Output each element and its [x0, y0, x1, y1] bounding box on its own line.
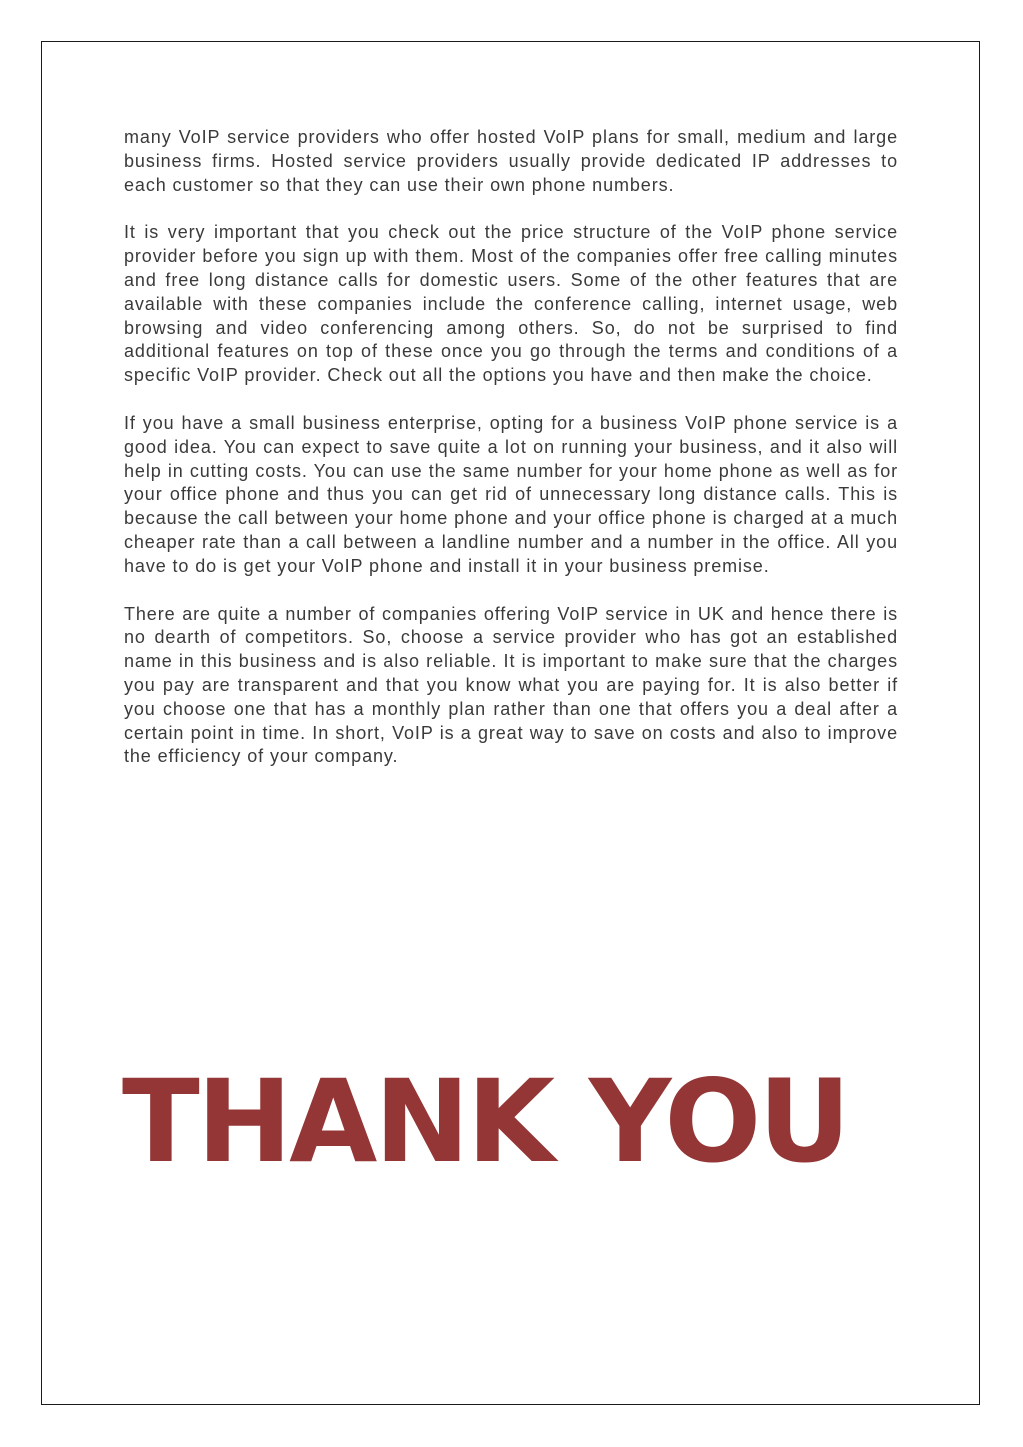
document-page [41, 41, 980, 1405]
paragraph-1: many VoIP service providers who offer hosted VoIP plans for small, medium and large business firms. Hosted service providers usually provide dedicated IP addresses to each customer so that they can use their own phone numbers. [124, 127, 898, 195]
document-body [124, 126, 898, 793]
paragraph-3: If you have a small business enterprise, opting for a business VoIP phone service is a good idea. You can expect to save quite a lot on running your business, and it also will help in cutting costs. You can use the same number for your home phone as well as for your office phone and thus you can get rid of unnecessary long distance calls. This is because the call between your home phone and your office phone is charged at a much cheaper rate than a call between a landline number and a number in the office. All you have to do is get your VoIP phone and install it in your business premise. [124, 412, 898, 576]
paragraph-2: It is very important that you check out the price structure of the VoIP phone service provider before you sign up with them. Most of the companies offer free calling minutes and free long distance calls for domestic users. Some of the other features that are available with these companies include the conference calling, internet usage, web browsing and video conferencing among others. So, do not be surprised to find additional features on top of these once you go through the terms and conditions of a specific VoIP provider. Check out all the options you have and then make the choice. [124, 222, 898, 386]
thank-you-heading: THANK YOU [122, 1055, 848, 1188]
paragraph-4: There are quite a number of companies offering VoIP service in UK and hence there is no dearth of competitors. So, choose a service provider who has got an established name in this business and is also reliable. It is important to make sure that the charges you pay are transparent and that you know what you are paying for. It is also better if you choose one that has a monthly plan rather than one that offers you a deal after a certain point in time. In short, VoIP is a great way to save on costs and also to improve the efficiency of your company. [124, 603, 898, 767]
